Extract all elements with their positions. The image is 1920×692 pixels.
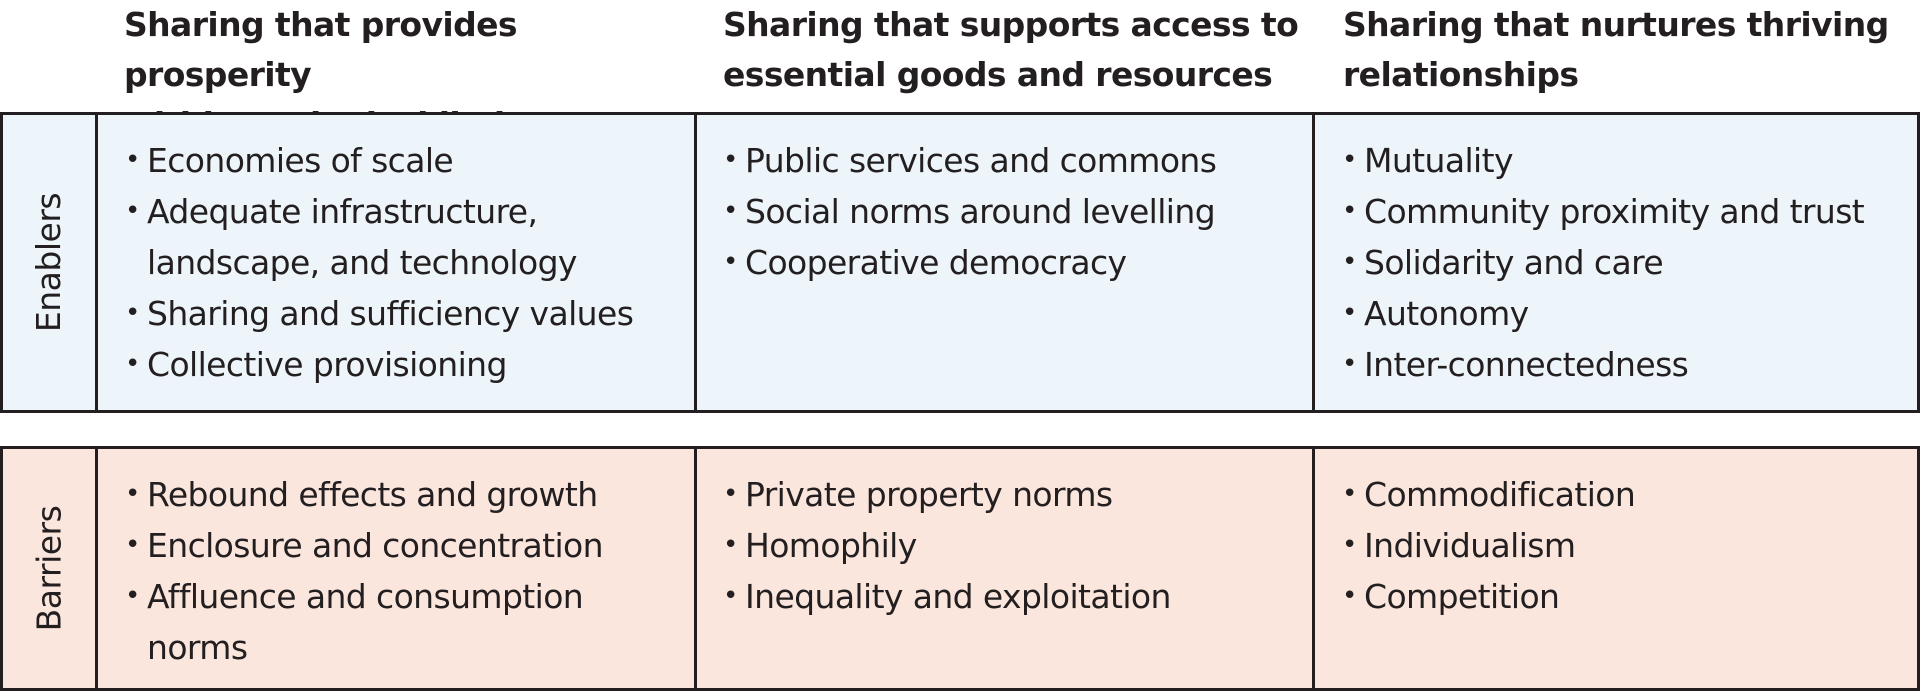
list-item-line: landscape, and technology [147, 243, 577, 282]
enablers-relationships-cell [1342, 135, 1917, 390]
column-divider [95, 449, 98, 688]
column-header-relationships [1343, 0, 1920, 110]
list-item: • Cooperative democracy [723, 237, 1298, 288]
list-item: • Homophily [723, 520, 1298, 571]
enablers-access-cell [723, 135, 1298, 288]
barriers-access-cell [723, 469, 1298, 622]
list-item: • Autonomy [1342, 288, 1917, 339]
row-label-text: Barriers [29, 505, 69, 632]
list-item: • Inter-connectedness [1342, 339, 1917, 390]
column-header-line: essential goods and resources [723, 55, 1273, 94]
column-header-line: Sharing that nurtures thriving [1343, 5, 1889, 44]
column-header-line: relationships [1343, 55, 1579, 94]
list-item: • Rebound effects and growth [125, 469, 680, 520]
list-item-line: norms [147, 628, 248, 667]
list-item: • Inequality and exploitation [723, 571, 1298, 622]
list-item-line: • Adequate infrastructure, [147, 192, 538, 231]
list-item [125, 571, 680, 673]
list-item-line: • Affluence and consumption [147, 577, 584, 616]
column-header-line: Sharing that provides prosperity [124, 5, 517, 94]
enablers-row [0, 112, 1920, 413]
column-divider [694, 449, 697, 688]
column-divider [1312, 115, 1315, 410]
list-item: • Individualism [1342, 520, 1917, 571]
list-item: • Collective provisioning [125, 339, 680, 390]
column-header-prosperity [124, 0, 689, 110]
list-item: • Commodification [1342, 469, 1917, 520]
list-item: • Community proximity and trust [1342, 186, 1917, 237]
row-label-enablers [3, 115, 95, 410]
enablers-prosperity-cell [125, 135, 680, 390]
barriers-prosperity-cell [125, 469, 680, 673]
column-divider [694, 115, 697, 410]
column-header-line: Sharing that supports access to [723, 5, 1299, 44]
list-item: • Solidarity and care [1342, 237, 1917, 288]
list-item: • Enclosure and concentration [125, 520, 680, 571]
barriers-relationships-cell [1342, 469, 1917, 622]
barriers-row [0, 446, 1920, 691]
list-item: • Public services and commons [723, 135, 1298, 186]
list-item: • Social norms around levelling [723, 186, 1298, 237]
list-item: • Mutuality [1342, 135, 1917, 186]
list-item [125, 186, 680, 288]
row-label-barriers [3, 449, 95, 688]
list-item: • Competition [1342, 571, 1917, 622]
column-divider [95, 115, 98, 410]
column-header-access [723, 0, 1323, 110]
list-item: • Economies of scale [125, 135, 680, 186]
list-item: • Sharing and sufficiency values [125, 288, 680, 339]
list-item: • Private property norms [723, 469, 1298, 520]
row-label-text: Enablers [29, 192, 69, 333]
column-divider [1312, 449, 1315, 688]
